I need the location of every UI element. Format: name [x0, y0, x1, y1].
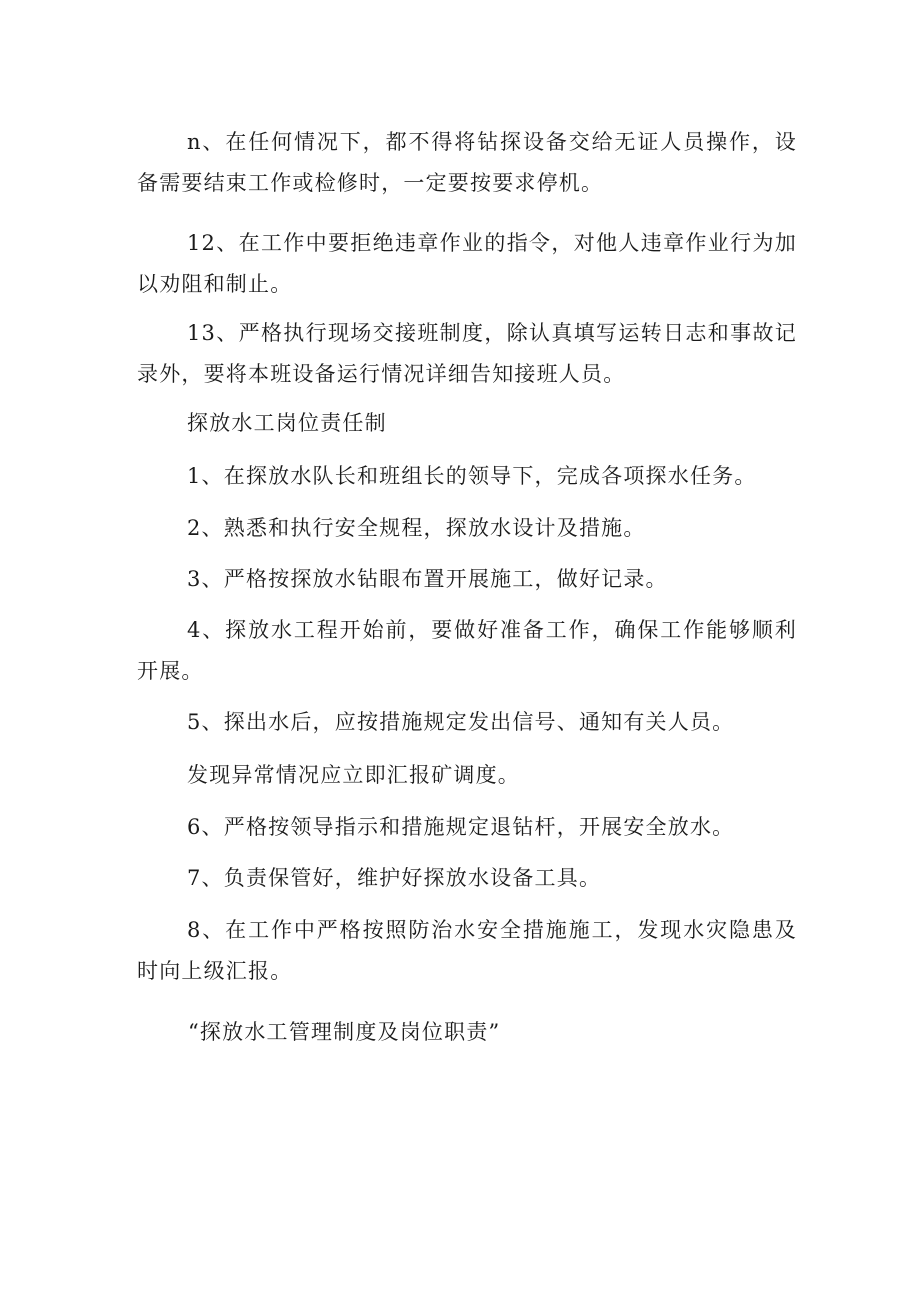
- paragraph-item-8: 8、在工作中严格按照防治水安全措施施工，发现水灾隐患及时向上级汇报。: [137, 918, 797, 983]
- paragraph-item-7: 7、负责保管好，维护好探放水设备工具。: [187, 866, 602, 890]
- paragraph-item-4: 4、探放水工程开始前，要做好准备工作，确保工作能够顺利开展。: [137, 618, 797, 683]
- paragraph-item-13: 13、严格执行现场交接班制度，除认真填写运转日志和事故记录外，要将本班设备运行情况详细告知接班人员。: [137, 321, 797, 386]
- document-title-quote: “探放水工管理制度及岗位职责”: [188, 1020, 501, 1044]
- paragraph-item-2: 2、熟悉和执行安全规程，探放水设计及措施。: [187, 516, 646, 540]
- paragraph-abnormal-report: 发现异常情况应立即汇报矿调度。: [187, 763, 520, 787]
- paragraph-item-6: 6、严格按领导指示和措施规定退钻杆，开展安全放水。: [187, 815, 735, 839]
- paragraph-item-n: n、在任何情况下，都不得将钻探设备交给无证人员操作，设备需要结束工作或检修时，一定要按要求停机。: [137, 130, 797, 195]
- paragraph-item-3: 3、严格按探放水钻眼布置开展施工，做好记录。: [187, 567, 668, 591]
- section-heading: 探放水工岗位责任制: [187, 411, 387, 435]
- paragraph-item-12: 12、在工作中要拒绝违章作业的指令，对他人违章作业行为加以劝阻和制止。: [137, 231, 797, 296]
- paragraph-item-1: 1、在探放水队长和班组长的领导下，完成各项探水任务。: [187, 464, 757, 488]
- paragraph-item-5: 5、探出水后，应按措施规定发出信号、通知有关人员。: [187, 710, 735, 734]
